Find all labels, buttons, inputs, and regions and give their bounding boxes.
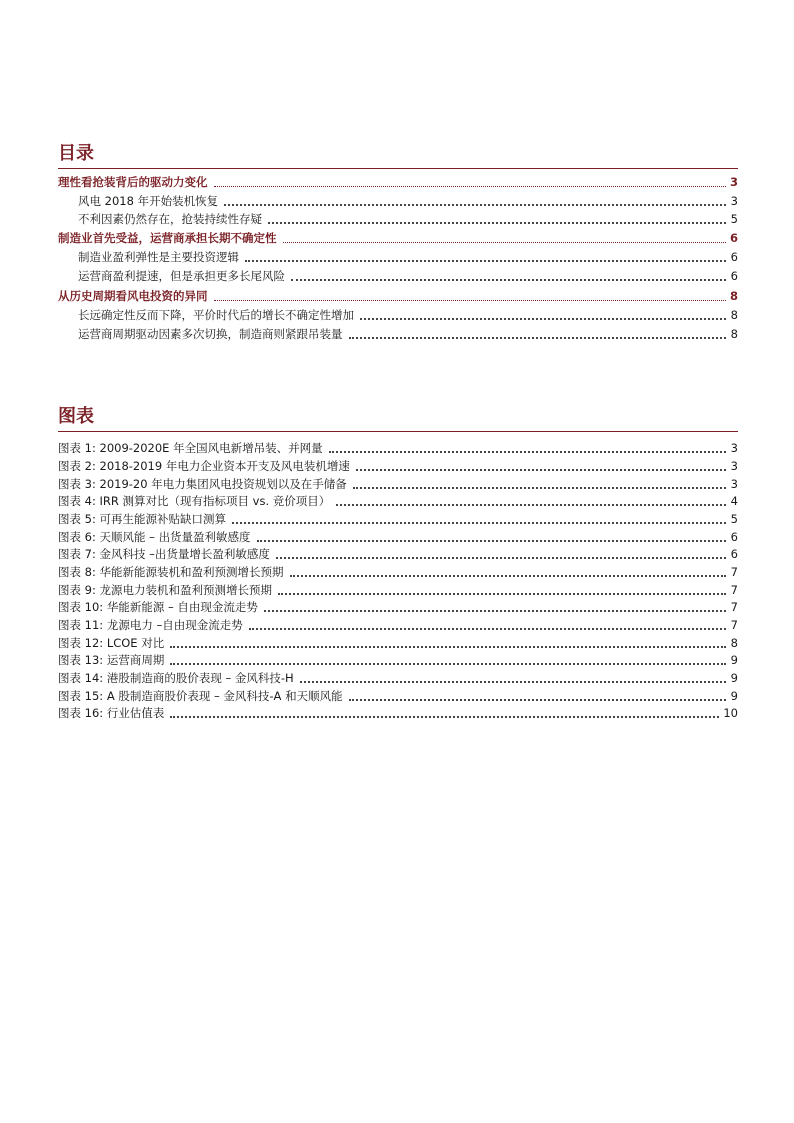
toc-entry-text: 运营商盈利提速，但是承担更多长尾风险: [78, 269, 285, 283]
figure-entry[interactable]: [58, 510, 738, 527]
figure-entry-text: 图表 4: IRR 测算对比（现有指标项目 vs. 竞价项目）: [58, 494, 331, 508]
figure-entry[interactable]: [58, 598, 738, 615]
toc-entry-text: 长远确定性反而下降，平价时代后的增长不确定性增加: [78, 308, 354, 322]
toc-entry[interactable]: [78, 247, 738, 265]
toc-title-rule: [58, 168, 738, 169]
toc-entry[interactable]: [78, 209, 738, 227]
leader-dots: [268, 222, 726, 224]
figure-entry[interactable]: [58, 651, 738, 668]
toc-entry-text: 运营商周期驱动因素多次切换，制造商则紧跟吊装量: [78, 327, 343, 341]
leader-dots: [291, 279, 726, 281]
figure-entry[interactable]: [58, 457, 738, 474]
toc-entry-page: 6: [730, 250, 738, 264]
leader-dots: [170, 716, 719, 718]
toc-entry[interactable]: [58, 228, 738, 246]
figure-entry-text: 图表 6: 天顺风能 – 出货量盈利敏感度: [58, 530, 251, 544]
figure-entry-page: 5: [730, 512, 738, 526]
leader-dots: [278, 593, 726, 595]
toc-entry[interactable]: [78, 305, 738, 323]
figures-title: 图表: [58, 406, 94, 427]
toc-entry-text: 制造业盈利弹性是主要投资逻辑: [78, 250, 239, 264]
figure-entry-page: 3: [730, 477, 738, 491]
leader-dots: [214, 300, 726, 301]
figure-entry-text: 图表 15: A 股制造商股价表现 – 金风科技-A 和天顺风能: [58, 689, 343, 703]
figure-entry-page: 7: [730, 600, 738, 614]
figure-entry-page: 9: [730, 653, 738, 667]
leader-dots: [245, 260, 726, 262]
leader-dots: [264, 610, 726, 612]
toc-entry[interactable]: [78, 191, 738, 209]
figure-entry[interactable]: [58, 475, 738, 492]
figure-entry[interactable]: [58, 545, 738, 562]
figure-entry-page: 7: [730, 583, 738, 597]
figure-entry[interactable]: [58, 634, 738, 651]
leader-dots: [232, 522, 726, 524]
figure-entry-text: 图表 9: 龙源电力装机和盈利预测增长预期: [58, 583, 273, 597]
figure-entry[interactable]: [58, 439, 738, 456]
figure-entry[interactable]: [58, 563, 738, 580]
leader-dots: [257, 540, 726, 542]
leader-dots: [336, 504, 726, 506]
toc-entry-page: 8: [730, 327, 738, 341]
figure-entry-text: 图表 3: 2019-20 年电力集团风电投资规划以及在手储备: [58, 477, 347, 491]
figures-title-rule: [58, 431, 738, 432]
figure-entry-page: 4: [730, 494, 738, 508]
figure-entry-page: 6: [730, 530, 738, 544]
figure-entry-page: 7: [730, 618, 738, 632]
toc-entry-page: 3: [730, 194, 738, 208]
toc-entry-page: 3: [729, 175, 738, 189]
figure-entry-text: 图表 10: 华能新能源 – 自由现金流走势: [58, 600, 258, 614]
toc-entry-text: 不利因素仍然存在，抢装持续性存疑: [78, 212, 262, 226]
toc-entry[interactable]: [58, 286, 738, 304]
leader-dots: [360, 318, 726, 320]
figure-entry-text: 图表 16: 行业估值表: [58, 706, 165, 720]
toc-entry-text: 制造业首先受益，运营商承担长期不确定性: [58, 231, 277, 245]
figure-entry[interactable]: [58, 528, 738, 545]
figure-entry-page: 3: [730, 441, 738, 455]
figure-entry[interactable]: [58, 492, 738, 509]
leader-dots: [290, 575, 727, 577]
figure-entry[interactable]: [58, 687, 738, 704]
leader-dots: [353, 487, 726, 489]
leader-dots: [329, 451, 726, 453]
figure-entry-text: 图表 13: 运营商周期: [58, 653, 165, 667]
leader-dots: [356, 469, 726, 471]
toc-entry-page: 8: [730, 308, 738, 322]
leader-dots: [214, 186, 726, 187]
figure-entry-page: 6: [730, 547, 738, 561]
leader-dots: [224, 204, 726, 206]
leader-dots: [249, 628, 726, 630]
figure-entry[interactable]: [58, 704, 738, 721]
figure-entry-text: 图表 1: 2009-2020E 年全国风电新增吊装、并网量: [58, 441, 323, 455]
toc-entry-page: 8: [729, 289, 738, 303]
figure-entry-page: 9: [730, 689, 738, 703]
toc-entry[interactable]: [78, 324, 738, 342]
figure-entry-page: 9: [730, 671, 738, 685]
figure-entry-text: 图表 11: 龙源电力 –自由现金流走势: [58, 618, 243, 632]
toc-entry[interactable]: [58, 172, 738, 190]
figure-entry-text: 图表 2: 2018-2019 年电力企业资本开支及风电装机增速: [58, 459, 350, 473]
figure-entry[interactable]: [58, 581, 738, 598]
leader-dots: [349, 337, 727, 339]
figure-entry[interactable]: [58, 669, 738, 686]
figure-entry-text: 图表 8: 华能新能源装机和盈利预测增长预期: [58, 565, 284, 579]
leader-dots: [170, 663, 726, 665]
figure-entry-page: 10: [723, 706, 738, 720]
leader-dots: [170, 646, 726, 648]
figure-entry-page: 8: [730, 636, 738, 650]
toc-entry-text: 理性看抢装背后的驱动力变化: [58, 175, 208, 189]
toc-title: 目录: [58, 143, 94, 164]
toc-entry[interactable]: [78, 266, 738, 284]
figure-entry-page: 7: [730, 565, 738, 579]
figure-entry-text: 图表 14: 港股制造商的股价表现 – 金风科技-H: [58, 671, 294, 685]
leader-dots: [276, 557, 726, 559]
figure-entry[interactable]: [58, 616, 738, 633]
leader-dots: [283, 242, 726, 243]
toc-entry-text: 从历史周期看风电投资的异同: [58, 289, 208, 303]
toc-entry-page: 5: [730, 212, 738, 226]
figure-entry-text: 图表 5: 可再生能源补贴缺口测算: [58, 512, 227, 526]
figure-entry-text: 图表 12: LCOE 对比: [58, 636, 165, 650]
figure-entry-text: 图表 7: 金风科技 –出货量增长盈利敏感度: [58, 547, 270, 561]
toc-entry-page: 6: [730, 269, 738, 283]
leader-dots: [349, 699, 726, 701]
toc-entry-page: 6: [729, 231, 738, 245]
leader-dots: [300, 681, 726, 683]
figure-entry-page: 3: [730, 459, 738, 473]
toc-entry-text: 风电 2018 年开始装机恢复: [78, 194, 219, 208]
